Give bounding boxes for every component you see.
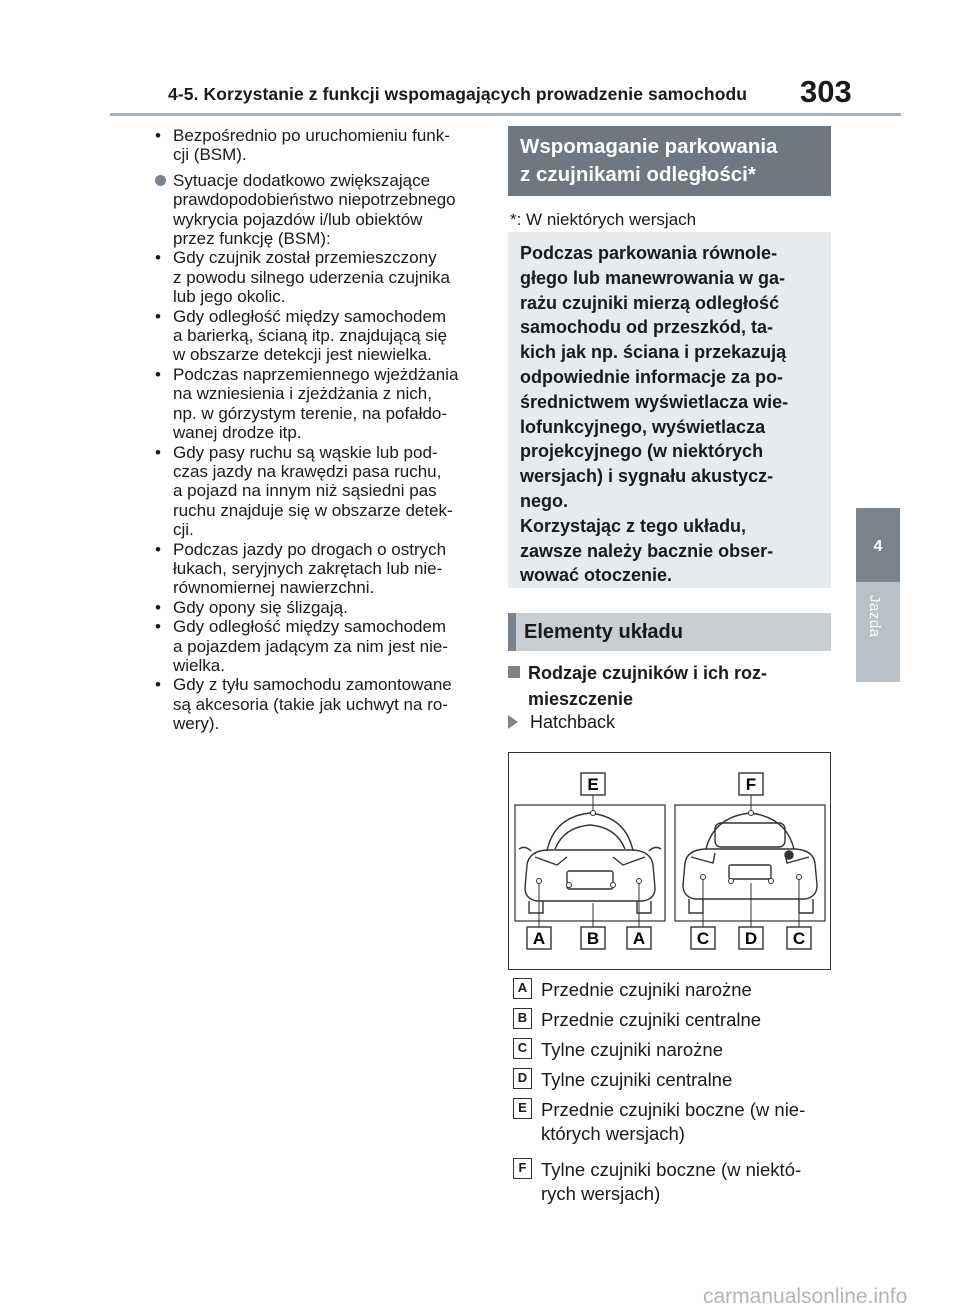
subheading-line: Rodzaje czujników i ich roz- <box>528 663 768 683</box>
legend-item <box>508 1098 838 1146</box>
label-a2: A <box>632 929 646 948</box>
chapter-number: 4 <box>873 538 883 555</box>
info-line: samochodu od przeszkód, ta- <box>520 317 774 338</box>
label-f: F <box>745 775 757 794</box>
label-d: D <box>744 929 758 948</box>
text-line: łukach, seryjnych zakrętach lub nie- <box>173 558 443 578</box>
section2-title: Elementy układu <box>524 621 683 643</box>
bullet-mark: • <box>155 539 161 559</box>
info-line: Podczas parkowania równole- <box>520 243 778 263</box>
text-line: Gdy opony się ślizgają. <box>173 597 348 617</box>
text-line: Gdy czujnik został przemieszczony <box>173 248 437 268</box>
text-line: prawdopodobieństwo niepotrzebnego <box>173 190 456 210</box>
text-line: Gdy pasy ruchu są wąskie lub pod- <box>173 442 438 462</box>
text-line: równomiernej nawierzchni. <box>173 578 375 598</box>
chapter-label: Jazda <box>866 595 883 638</box>
text-line: Sytuacje dodatkowo zwiększające <box>173 170 431 190</box>
legend-letter-badge: D <box>513 1068 532 1089</box>
text-line: a pojazdem jadącym za nim jest nie- <box>173 636 448 656</box>
running-header: 4-5. Korzystanie z funkcji wspomagających prowadzenie samochodu <box>168 84 748 104</box>
text-line: cji. <box>173 520 194 540</box>
bullet-mark: • <box>155 617 161 637</box>
text-line: wery). <box>173 714 220 734</box>
variant-text: Hatchback <box>530 712 616 732</box>
text-line: Bezpośrednio po uruchomieniu funk- <box>173 126 450 145</box>
text-line: a pojazd na innym niż sąsiedni pas <box>173 481 437 501</box>
section-title-line: z czujnikami odległości* <box>520 163 756 186</box>
legend-text: rych wersjach) <box>541 1183 661 1204</box>
legend-text: Przednie czujniki narożne <box>541 979 752 1000</box>
info-line: głego lub manewrowania w ga- <box>520 267 786 288</box>
legend-item <box>508 1158 838 1206</box>
text-line: ruchu znajduje się w obszarze detek- <box>173 500 453 520</box>
subheading-line: mieszczenie <box>528 689 634 709</box>
info-line: odpowiednie informacje za po- <box>520 366 784 387</box>
text-line: wanej drodze itp. <box>173 423 302 443</box>
legend-text: których wersjach) <box>541 1123 685 1144</box>
page-number: 303 <box>800 74 852 109</box>
triangle-bullet-icon <box>508 715 518 729</box>
sensor-diagram <box>508 752 831 970</box>
label-a: A <box>532 929 546 948</box>
car-front-icon <box>519 813 661 913</box>
text-line: na wzniesienia i zjeżdżania z nich, <box>173 384 432 404</box>
legend-letter-badge: F <box>513 1158 532 1179</box>
watermark: carmanualsonline.info <box>703 1285 908 1308</box>
text-line: w obszarze detekcji jest niewielka. <box>173 345 432 365</box>
list-item <box>155 675 485 733</box>
footnote: *: W niektórych wersjach <box>510 210 697 229</box>
subheading <box>508 660 833 712</box>
label-b: B <box>586 929 600 948</box>
header-rule <box>110 113 901 116</box>
section-bar <box>508 613 516 651</box>
info-line: projekcyjnego (w niektórych <box>520 441 764 462</box>
left-column <box>155 126 485 734</box>
section-title-line: Wspomaganie parkowania <box>520 135 778 158</box>
text-line: Gdy odległość między samochodem <box>173 306 447 326</box>
circle-bullet-icon <box>155 175 166 186</box>
label-c: C <box>696 929 710 948</box>
list-item <box>155 617 485 675</box>
bullet-mark: • <box>155 126 161 145</box>
text-line: lub jego okolic. <box>173 287 286 307</box>
bullet-mark: • <box>155 597 161 617</box>
info-line: rażu czujniki mierzą odległość <box>520 292 780 313</box>
legend-letter-badge: E <box>513 1098 532 1119</box>
list-item <box>155 443 485 540</box>
bullet-mark: • <box>155 675 161 695</box>
list-item <box>155 126 485 165</box>
front-view-frame <box>515 805 665 921</box>
text-line: cji (BSM). <box>173 145 247 165</box>
info-line: lofunkcyjnego, wyświetlacza <box>520 416 766 437</box>
text-line: są akcesoria (takie jak uchwyt na ro- <box>173 694 448 714</box>
info-line: średnictwem wyświetlacza wie- <box>520 391 789 412</box>
label-c2: C <box>792 929 806 948</box>
square-bullet-icon <box>508 666 520 678</box>
legend-item <box>508 1038 838 1062</box>
bullet-mark: • <box>155 306 161 326</box>
list-item <box>155 540 485 598</box>
legend-item <box>508 1068 838 1092</box>
bullet-mark: • <box>155 364 161 384</box>
chapter-tab[interactable] <box>856 508 900 582</box>
info-line: Korzystając z tego układu, <box>520 515 747 536</box>
legend-text: Tylne czujniki boczne (w niektó- <box>541 1159 802 1180</box>
variant-label <box>508 712 615 733</box>
text-line: Gdy z tyłu samochodu zamontowane <box>173 675 452 695</box>
text-line: wielka. <box>173 655 225 675</box>
list-item <box>155 365 485 443</box>
text-line: Gdy odległość między samochodem <box>173 617 447 637</box>
legend-letter-badge: C <box>513 1038 532 1059</box>
text-line: przez funkcję (BSM): <box>173 229 331 249</box>
legend-text: Tylne czujniki centralne <box>541 1069 733 1090</box>
legend-item <box>508 1008 838 1032</box>
legend-item <box>508 978 838 1002</box>
list-item <box>155 248 485 306</box>
section-header-2 <box>508 613 831 651</box>
text-line: wykrycia pojazdów i/lub obiektów <box>173 209 423 229</box>
info-line: kich jak np. ściana i przekazują <box>520 342 787 363</box>
info-box <box>508 232 831 588</box>
bullet-mark: • <box>155 442 161 462</box>
info-line: zawsze należy bacznie obser- <box>520 540 774 561</box>
info-line: nego. <box>520 490 568 511</box>
info-line: wować otoczenie. <box>520 565 673 586</box>
list-item <box>155 307 485 365</box>
text-line: Podczas naprzemiennego wjeżdżania <box>173 364 459 384</box>
legend-letter-badge: B <box>513 1008 532 1029</box>
legend-text: Przednie czujniki boczne (w nie- <box>541 1099 806 1120</box>
info-line: wersjach) i sygnału akustycz- <box>520 466 774 487</box>
label-e: E <box>587 775 599 794</box>
legend-text: Tylne czujniki narożne <box>541 1039 724 1060</box>
car-sensor-illustration <box>509 753 829 968</box>
text-line: a barierką, ścianą itp. znajdującą się <box>173 326 448 346</box>
legend-text: Przednie czujniki centralne <box>541 1009 762 1030</box>
condition-list <box>155 248 485 733</box>
text-line: z powodu silnego uderzenia czujnika <box>173 267 450 287</box>
bullet-mark: • <box>155 248 161 268</box>
list-item <box>155 598 485 617</box>
section-intro <box>155 171 485 249</box>
section-header <box>508 126 831 196</box>
text-line: np. w górzystym terenie, na pofałdo- <box>173 403 448 423</box>
text-line: Podczas jazdy po drogach o ostrych <box>173 539 447 559</box>
legend-letter-badge: A <box>513 978 532 999</box>
text-line: czas jazdy na krawędzi pasa ruchu, <box>173 461 442 481</box>
